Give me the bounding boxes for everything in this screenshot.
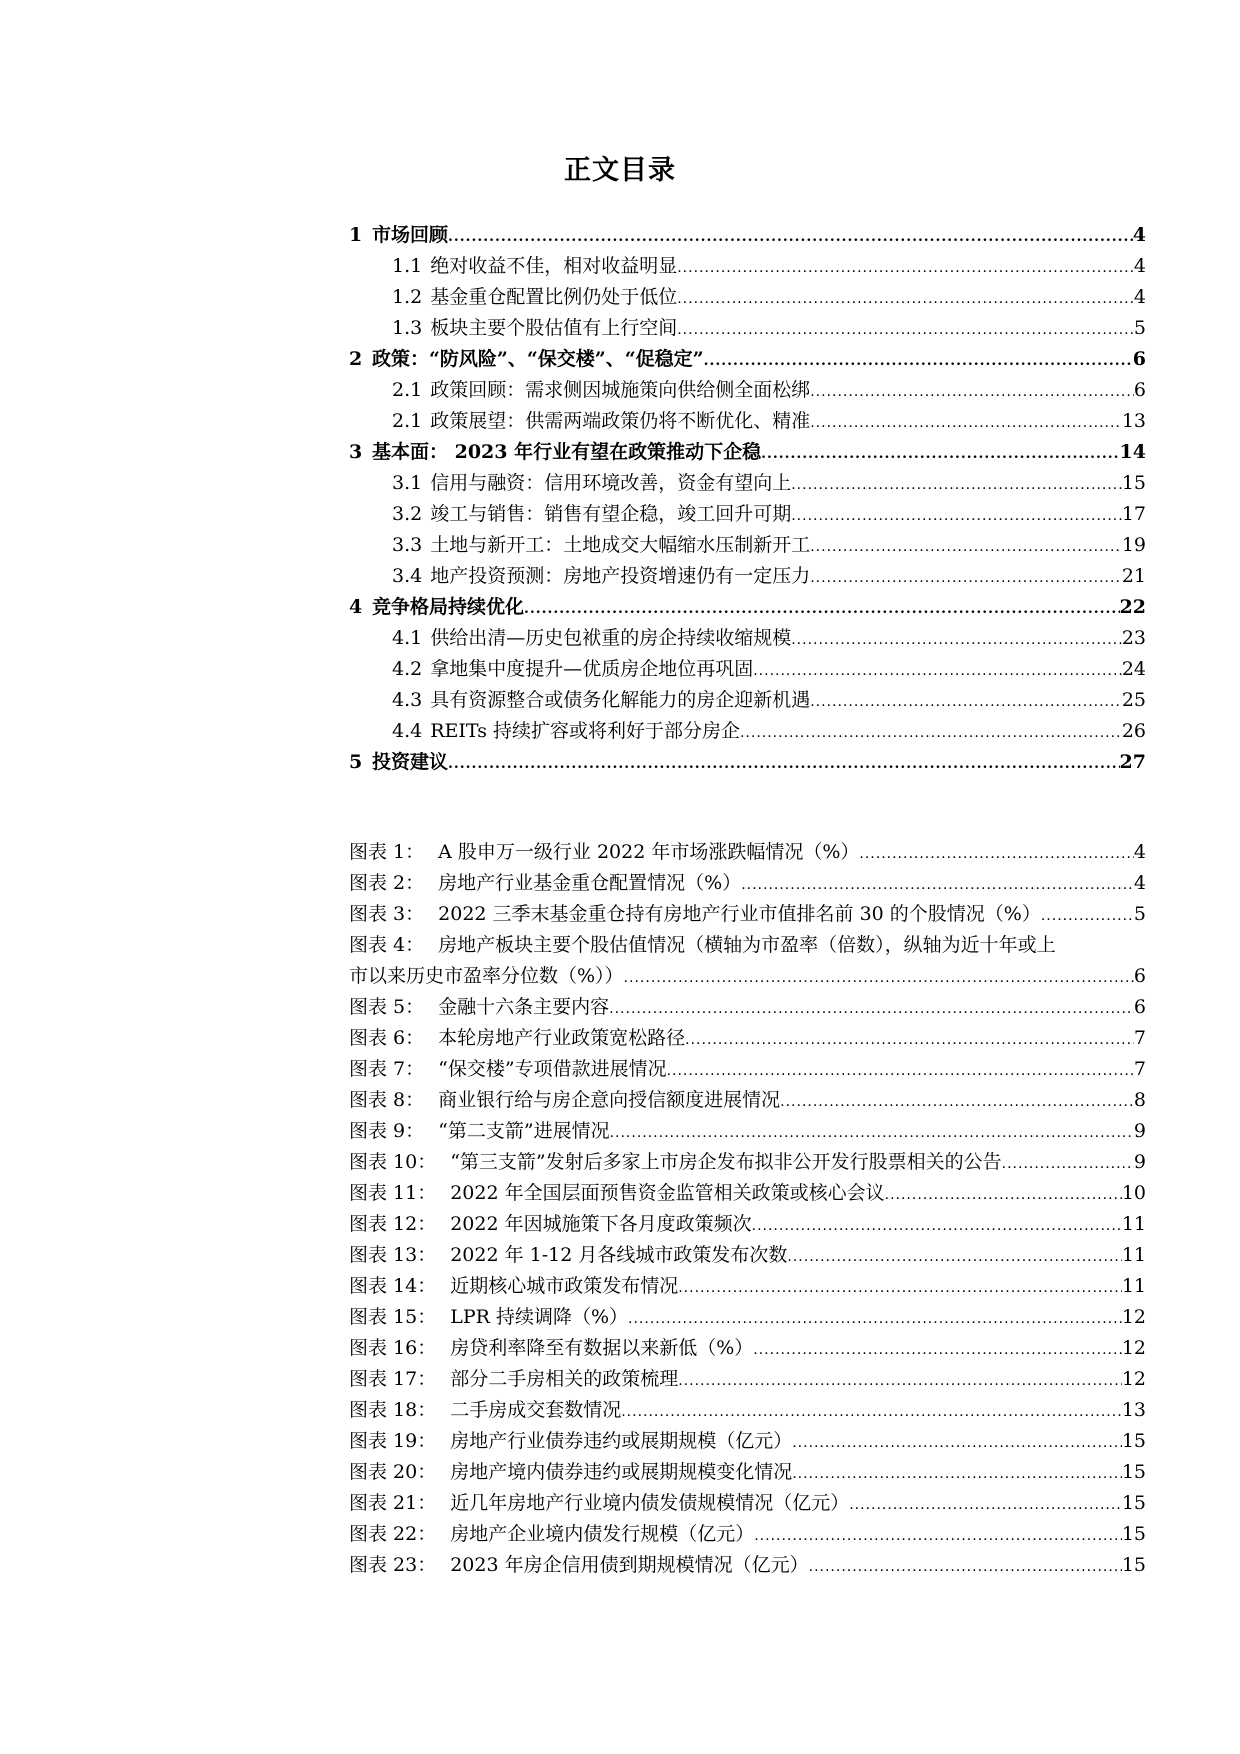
dot-leader <box>791 625 1122 656</box>
figure-label: 图表 12： <box>349 1213 437 1235</box>
figure-entry[interactable] <box>349 1271 1146 1302</box>
dot-leader <box>849 1490 1122 1521</box>
dot-leader <box>678 1273 1122 1304</box>
toc-entry-page: 23 <box>1121 627 1146 649</box>
toc-entry-page: 4 <box>1133 255 1146 277</box>
figure-page: 11 <box>1121 1275 1146 1297</box>
figure-title: 本轮房地产行业政策宽松路径 <box>438 1027 686 1049</box>
toc-entry-title: 绝对收益不佳，相对收益明显 <box>430 255 678 277</box>
toc-entry-number: 3.1 <box>392 472 423 494</box>
toc-entry-page: 14 <box>1119 441 1146 463</box>
toc-entry-number: 3.4 <box>392 565 423 587</box>
toc-entry-title: 基金重仓配置比例仍处于低位 <box>430 286 678 308</box>
figure-list <box>349 837 1146 1581</box>
figure-page: 15 <box>1121 1554 1146 1576</box>
figure-title: 房地产企业境内债发行规模（亿元） <box>450 1523 755 1545</box>
figure-label: 图表 19： <box>349 1430 437 1452</box>
dot-leader <box>792 1428 1122 1459</box>
dot-leader <box>740 718 1122 749</box>
toc-entry-title: 政策回顾：需求侧因城施策向供给侧全面松绑 <box>430 379 811 401</box>
dot-leader <box>810 687 1122 718</box>
dot-leader <box>754 1521 1122 1552</box>
toc-entry-number: 1.3 <box>392 317 423 339</box>
toc-entry-page: 15 <box>1121 472 1146 494</box>
toc-entry-number: 2.1 <box>392 379 423 401</box>
dot-leader <box>621 1397 1122 1428</box>
figure-page: 8 <box>1133 1089 1146 1111</box>
figure-title: 近几年房地产行业境内债发债规模情况（亿元） <box>450 1492 850 1514</box>
figure-label: 图表 15： <box>349 1306 437 1328</box>
figure-title: 房地产行业基金重仓配置情况（%） <box>438 872 742 894</box>
figure-label: 图表 8： <box>349 1089 425 1111</box>
dot-leader <box>809 1552 1122 1583</box>
figure-page: 4 <box>1133 872 1146 894</box>
dot-leader <box>780 1087 1134 1118</box>
figure-page: 13 <box>1121 1399 1146 1421</box>
figure-label: 图表 14： <box>349 1275 437 1297</box>
toc-entry-title: 投资建议 <box>372 751 449 773</box>
toc-entry[interactable] <box>349 313 1146 344</box>
toc-entry-number: 4.4 <box>392 720 423 742</box>
toc-entry-title: 具有资源整合或债务化解能力的房企迎新机遇 <box>430 689 811 711</box>
dot-leader <box>752 1211 1122 1242</box>
toc-entry-number: 3.3 <box>392 534 423 556</box>
dot-leader <box>753 1335 1122 1366</box>
figure-page: 6 <box>1133 965 1146 987</box>
figure-label: 图表 2： <box>349 872 425 894</box>
figure-entry[interactable] <box>349 1426 1146 1457</box>
figure-label: 图表 4： <box>349 934 425 956</box>
dot-leader <box>678 1366 1122 1397</box>
figure-page: 12 <box>1121 1306 1146 1328</box>
toc-entry[interactable] <box>349 499 1146 530</box>
figure-title: 房地产境内债券违约或展期规模变化情况 <box>450 1461 793 1483</box>
figure-label: 图表 13： <box>349 1244 437 1266</box>
toc-entry-number: 5 <box>349 751 363 773</box>
figure-title: 2022 年全国层面预售资金监管相关政策或核心会议 <box>450 1182 885 1204</box>
figure-entry[interactable] <box>349 961 1146 992</box>
figure-title: “保交楼”专项借款进展情况 <box>438 1058 667 1080</box>
toc-entry-page: 22 <box>1119 596 1146 618</box>
figure-label: 图表 22： <box>349 1523 437 1545</box>
figure-page: 10 <box>1121 1182 1146 1204</box>
figure-title: 金融十六条主要内容 <box>438 996 610 1018</box>
dot-leader <box>859 839 1134 870</box>
figure-label: 图表 5： <box>349 996 425 1018</box>
toc-entry-number: 4.2 <box>392 658 423 680</box>
figure-label: 图表 17： <box>349 1368 437 1390</box>
toc-entry-page: 27 <box>1119 751 1146 773</box>
figure-entry[interactable] <box>349 1395 1146 1426</box>
toc-entry-number: 4.3 <box>392 689 423 711</box>
dot-leader <box>792 1459 1122 1490</box>
dot-leader <box>704 346 1133 377</box>
toc-entry[interactable] <box>349 716 1146 747</box>
toc-entry[interactable] <box>349 375 1146 406</box>
figure-page: 15 <box>1121 1492 1146 1514</box>
figure-label: 图表 23： <box>349 1554 437 1576</box>
page-title: 正文目录 <box>564 155 676 186</box>
dot-leader <box>885 1180 1122 1211</box>
figure-page: 5 <box>1133 903 1146 925</box>
dot-leader <box>677 253 1134 284</box>
toc-entry-number: 1.2 <box>392 286 423 308</box>
dot-leader <box>1041 901 1134 932</box>
toc-entry-page: 6 <box>1132 348 1146 370</box>
toc-entry[interactable] <box>349 530 1146 561</box>
dot-leader <box>677 284 1134 315</box>
figure-entry[interactable] <box>349 1147 1146 1178</box>
figure-title: 2022 年 1-12 月各线城市政策发布次数 <box>450 1244 788 1266</box>
figure-label: 图表 18： <box>349 1399 437 1421</box>
figure-entry[interactable] <box>349 1488 1146 1519</box>
figure-title: 房地产行业债券违约或展期规模（亿元） <box>450 1430 793 1452</box>
toc-entry-number: 3.2 <box>392 503 423 525</box>
toc-entry-page: 26 <box>1121 720 1146 742</box>
figure-entry[interactable] <box>349 992 1146 1023</box>
figure-label: 图表 11： <box>349 1182 437 1204</box>
figure-title: A 股申万一级行业 2022 年市场涨跌幅情况（%） <box>438 841 860 863</box>
toc-entry-page: 4 <box>1133 286 1146 308</box>
figure-label: 图表 7： <box>349 1058 425 1080</box>
dot-leader <box>448 749 1120 780</box>
figure-label: 图表 9： <box>349 1120 425 1142</box>
figure-entry[interactable] <box>349 868 1146 899</box>
figure-label: 图表 21： <box>349 1492 437 1514</box>
toc-entry-page: 4 <box>1132 224 1146 246</box>
dot-leader <box>810 408 1122 439</box>
toc-entry[interactable] <box>349 592 1146 623</box>
figure-entry[interactable] <box>349 1054 1146 1085</box>
toc-entry-title: 竞争格局持续优化 <box>372 596 525 618</box>
toc-entry-number: 2.1 <box>392 410 423 432</box>
figure-entry[interactable] <box>349 1178 1146 1209</box>
toc-entry-title: 地产投资预测：房地产投资增速仍有一定压力 <box>430 565 811 587</box>
figure-page: 4 <box>1133 841 1146 863</box>
figure-page: 6 <box>1133 996 1146 1018</box>
figure-page: 15 <box>1121 1430 1146 1452</box>
figure-page: 7 <box>1133 1027 1146 1049</box>
toc-entry[interactable] <box>349 344 1146 375</box>
toc-entry-number: 1 <box>349 224 363 246</box>
figure-entry-line[interactable] <box>349 930 1146 961</box>
toc-entry-number: 1.1 <box>392 255 423 277</box>
dot-leader <box>787 1242 1121 1273</box>
toc-entry-page: 25 <box>1121 689 1146 711</box>
figure-page: 7 <box>1133 1058 1146 1080</box>
figure-label: 图表 10： <box>349 1151 437 1173</box>
toc-entry[interactable] <box>349 468 1146 499</box>
dot-leader <box>810 563 1122 594</box>
figure-entry[interactable] <box>349 1085 1146 1116</box>
toc-entry-number: 4.1 <box>392 627 423 649</box>
figure-title: 2023 年房企信用债到期规模情况（亿元） <box>450 1554 809 1576</box>
dot-leader <box>628 1304 1122 1335</box>
toc-entry-page: 13 <box>1121 410 1146 432</box>
dot-leader <box>741 870 1134 901</box>
figure-title: “第二支箭”进展情况 <box>438 1120 610 1142</box>
toc-entry-title: REITs 持续扩容或将利好于部分房企 <box>430 720 740 742</box>
figure-label: 图表 6： <box>349 1027 425 1049</box>
figure-entry[interactable] <box>349 1240 1146 1271</box>
toc-entry[interactable] <box>349 685 1146 716</box>
figure-entry[interactable] <box>349 1209 1146 1240</box>
dot-leader <box>610 1118 1134 1149</box>
toc-entry-title: 市场回顾 <box>372 224 449 246</box>
dot-leader <box>448 222 1133 253</box>
figure-label: 图表 16： <box>349 1337 437 1359</box>
figure-title: 部分二手房相关的政策梳理 <box>450 1368 679 1390</box>
toc-entry[interactable] <box>349 437 1146 468</box>
toc-entry-title: 政策展望：供需两端政策仍将不断优化、精准 <box>430 410 811 432</box>
toc-entry-number: 3 <box>349 441 363 463</box>
dot-leader <box>624 963 1134 994</box>
toc-entry-page: 21 <box>1121 565 1146 587</box>
dot-leader <box>791 470 1122 501</box>
toc-entry-title: 拿地集中度提升—优质房企地位再巩固 <box>430 658 754 680</box>
dot-leader <box>677 315 1134 346</box>
figure-page: 15 <box>1121 1461 1146 1483</box>
figure-page: 9 <box>1133 1151 1146 1173</box>
figure-title: 2022 年因城施策下各月度政策频次 <box>450 1213 752 1235</box>
toc-entry[interactable] <box>349 251 1146 282</box>
dot-leader <box>810 377 1134 408</box>
figure-entry[interactable] <box>349 1333 1146 1364</box>
figure-entry[interactable] <box>349 837 1146 868</box>
toc-entry-page: 24 <box>1121 658 1146 680</box>
toc-entry-title: 板块主要个股估值有上行空间 <box>430 317 678 339</box>
table-of-contents <box>349 220 1146 778</box>
toc-entry-title: 信用与融资：信用环境改善，资金有望向上 <box>430 472 792 494</box>
figure-entry[interactable] <box>349 1457 1146 1488</box>
figure-page: 12 <box>1121 1337 1146 1359</box>
figure-page: 15 <box>1121 1523 1146 1545</box>
dot-leader <box>1002 1149 1134 1180</box>
figure-entry[interactable] <box>349 1116 1146 1147</box>
toc-entry-number: 2 <box>349 348 363 370</box>
figure-label: 图表 3： <box>349 903 425 925</box>
figure-title: 2022 三季末基金重仓持有房地产行业市值排名前 30 的个股情况（%） <box>438 903 1041 925</box>
toc-entry[interactable] <box>349 561 1146 592</box>
dot-leader <box>810 532 1122 563</box>
figure-label: 图表 20： <box>349 1461 437 1483</box>
toc-entry[interactable] <box>349 282 1146 313</box>
figure-title: “第三支箭”发射后多家上市房企发布拟非公开发行股票相关的公告 <box>450 1151 1002 1173</box>
dot-leader <box>524 594 1120 625</box>
figure-entry[interactable] <box>349 1550 1146 1581</box>
toc-entry-title: 政策：“防风险”、“保交楼”、“促稳定” <box>372 348 704 370</box>
figure-page: 12 <box>1121 1368 1146 1390</box>
dot-leader <box>791 501 1122 532</box>
toc-entry-title: 土地与新开工：土地成交大幅缩水压制新开工 <box>430 534 811 556</box>
toc-entry-page: 17 <box>1121 503 1146 525</box>
figure-entry[interactable] <box>349 1519 1146 1550</box>
figure-title: 近期核心城市政策发布情况 <box>450 1275 679 1297</box>
toc-entry-page: 6 <box>1133 379 1146 401</box>
figure-title: 房地产板块主要个股估值情况（横轴为市盈率（倍数），纵轴为近十年或上 <box>438 934 1056 956</box>
figure-page: 11 <box>1121 1244 1146 1266</box>
toc-entry-number: 4 <box>349 596 363 618</box>
figure-title: 二手房成交套数情况 <box>450 1399 622 1421</box>
toc-entry[interactable] <box>349 654 1146 685</box>
figure-label: 图表 1： <box>349 841 425 863</box>
toc-entry-title: 供给出清—历史包袱重的房企持续收缩规模 <box>430 627 792 649</box>
toc-entry-page: 19 <box>1121 534 1146 556</box>
figure-title-continued: 市以来历史市盈率分位数（%）） <box>349 965 624 987</box>
figure-title: 商业银行给与房企意向授信额度进展情况 <box>438 1089 781 1111</box>
toc-entry-page: 5 <box>1133 317 1146 339</box>
figure-entry[interactable] <box>349 1364 1146 1395</box>
figure-entry[interactable] <box>349 899 1146 930</box>
figure-entry[interactable] <box>349 1023 1146 1054</box>
dot-leader <box>685 1025 1134 1056</box>
figure-title: 房贷利率降至有数据以来新低（%） <box>450 1337 754 1359</box>
figure-title: LPR 持续调降（%） <box>450 1306 629 1328</box>
toc-entry-title: 竣工与销售：销售有望企稳，竣工回升可期 <box>430 503 792 525</box>
toc-entry[interactable] <box>349 406 1146 437</box>
toc-entry[interactable] <box>349 220 1146 251</box>
dot-leader <box>609 994 1134 1025</box>
figure-page: 11 <box>1121 1213 1146 1235</box>
figure-page: 9 <box>1133 1120 1146 1142</box>
dot-leader <box>753 656 1122 687</box>
toc-entry[interactable] <box>349 747 1146 778</box>
dot-leader <box>761 439 1119 470</box>
figure-entry[interactable] <box>349 1302 1146 1333</box>
toc-entry-title: 基本面： 2023 年行业有望在政策推动下企稳 <box>372 441 762 463</box>
dot-leader <box>667 1056 1134 1087</box>
toc-entry[interactable] <box>349 623 1146 654</box>
